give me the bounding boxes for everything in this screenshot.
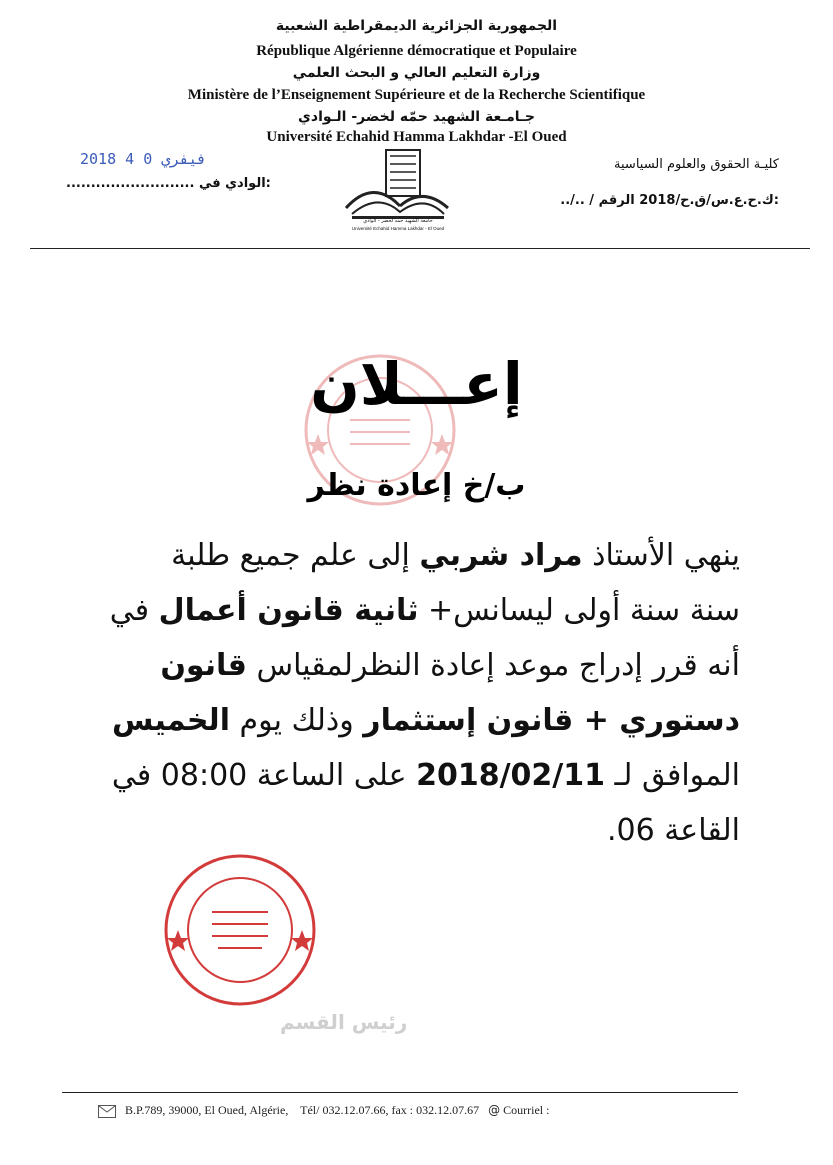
received-date-stamp: 2018 فيفري 0 4 bbox=[80, 150, 207, 168]
republic-fr: République Algérienne démocratique et Populaire bbox=[256, 43, 577, 59]
university-fr: Université Echahid Hamma Lakhdar -El Oued bbox=[266, 129, 567, 145]
footer-phone: Tél/ 032.12.07.66, fax : 032.12.07.67 bbox=[300, 1103, 480, 1117]
place-dots: .......................... bbox=[66, 176, 195, 191]
body-line-3: أنه قرر إدراج موعد إعادة النظرلمقياس قانون bbox=[160, 648, 740, 683]
header-divider bbox=[30, 248, 810, 249]
ministry-ar: وزارة التعليم العالي و البحث العلمي bbox=[292, 65, 541, 81]
department-head-signature: رئيس القسم bbox=[280, 1010, 408, 1034]
body-line-4: دستوري + قانون إستثمار وذلك يوم الخميس bbox=[112, 703, 740, 738]
republic-ar: الجمهورية الجزائرية الديمقراطية الشعبية bbox=[275, 18, 558, 34]
university-logo-icon bbox=[338, 148, 458, 238]
reference-line bbox=[560, 193, 779, 208]
stamp-seal-icon bbox=[160, 850, 320, 1010]
place-date-line bbox=[66, 176, 271, 191]
university-ar: جـامـعة الشهيد حمّه لخضر- الـوادي bbox=[298, 109, 535, 125]
logo-caption-ar: جامعة الشهيد حمه لخضر - الوادي bbox=[363, 218, 433, 224]
announcement-subtitle: ب/خ إعادة نظر bbox=[307, 468, 526, 503]
place-label: الوادي في: bbox=[198, 176, 271, 191]
ministry-fr: Ministère de l’Enseignement Supérieure et de la Recherche Scientifique bbox=[187, 87, 646, 103]
footer-email-label: Courriel : bbox=[503, 1103, 550, 1117]
announcement-title: إعـــلان bbox=[310, 350, 523, 418]
faculty-name: كليـة الحقوق والعلوم السياسية bbox=[614, 157, 779, 172]
announcement-body bbox=[100, 528, 740, 858]
footer-line bbox=[98, 1103, 549, 1118]
reference-value: ../.. / ك.ح.ع.س/ق.ح/2018 bbox=[560, 193, 774, 208]
body-line-5: الموافق لـ 2018/02/11 على الساعة 08:00 في bbox=[111, 758, 740, 793]
envelope-icon bbox=[98, 1105, 116, 1118]
footer-divider bbox=[62, 1092, 738, 1093]
body-line-6: القاعة 06. bbox=[606, 813, 740, 848]
official-stamp-bottom bbox=[160, 850, 320, 1010]
body-line-1: ينهي الأستاذ مراد شربي إلى علم جميع طلبة bbox=[171, 538, 740, 573]
reference-label: الرقم: bbox=[598, 193, 779, 208]
university-logo bbox=[338, 148, 458, 238]
footer-address: B.P.789, 39000, El Oued, Algérie, bbox=[125, 1103, 289, 1117]
email-icon: @ bbox=[488, 1103, 501, 1117]
body-line-2: سنة سنة أولى ليسانس+ ثانية قانون أعمال في bbox=[109, 593, 740, 628]
logo-caption-fr: Université Echahid Hamma Lakhdar - El Oued bbox=[351, 226, 445, 231]
